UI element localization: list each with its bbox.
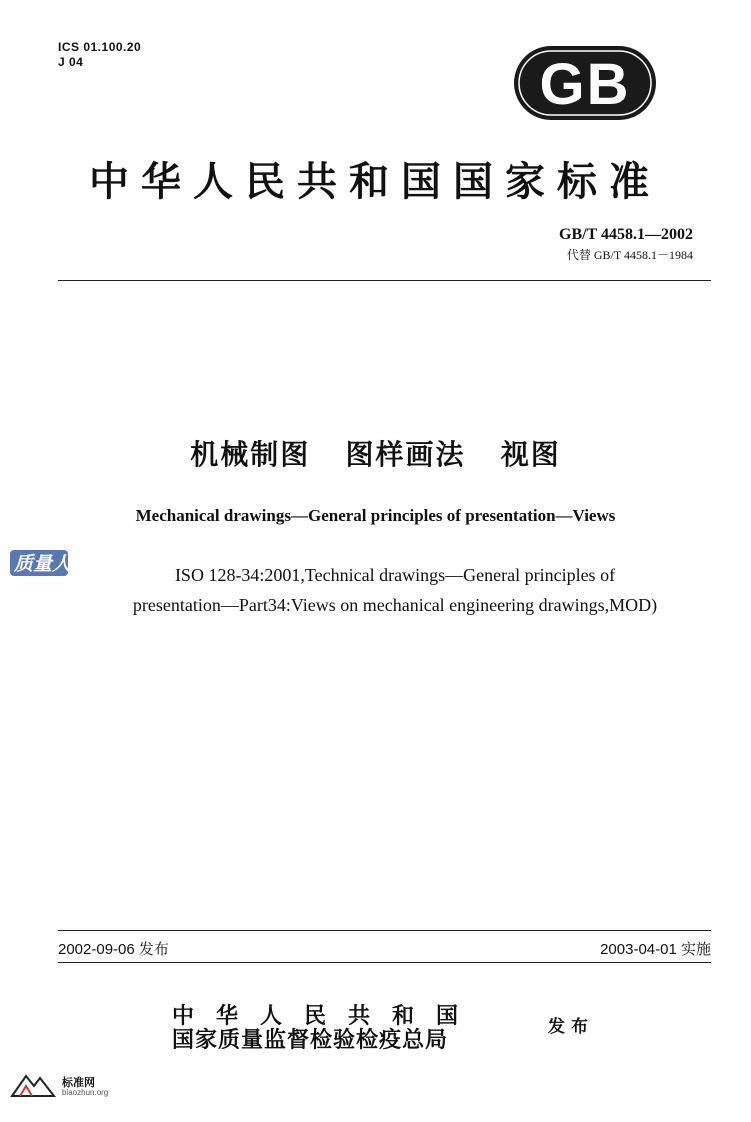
watermark-text: 质量人文档: [14, 553, 110, 575]
iso-equivalence-line-2: presentation—Part34:Views on mechanical engineering drawings,MOD): [132, 595, 658, 615]
iso-equivalence-note: [60, 560, 730, 620]
standard-number: GB/T 4458.1—2002: [559, 226, 693, 243]
implement-date: 2003-04-01 实施: [600, 941, 711, 958]
replaces-standard: 代替 GB/T 4458.1－1984: [566, 248, 693, 262]
header-divider: [58, 280, 711, 281]
footer-divider-top: [58, 930, 711, 931]
iso-equivalence-line-1: ISO 128-34:2001,Technical drawings—General principles of: [174, 565, 616, 585]
ics-code: ICS 01.100.20: [58, 40, 142, 54]
classification-codes: [58, 40, 141, 70]
standard-type-heading: 中华人民共和国国家标准: [89, 159, 661, 205]
footer-divider-bottom: [58, 962, 711, 963]
site-name: 标准网: [62, 1076, 95, 1089]
issue-label: 发布: [548, 1017, 594, 1037]
gb-logo: [512, 44, 658, 122]
document-title-english: Mechanical drawings—General principles of presentation—Views: [135, 506, 616, 525]
class-code: J 04: [58, 55, 84, 69]
gb-logo-text: GB: [539, 52, 631, 117]
document-title-chinese: 机械制图 图样画法 视图: [190, 438, 561, 471]
publish-date: 2002-09-06 发布: [58, 941, 169, 958]
site-url: biaozhun.org: [62, 1088, 109, 1097]
issuer-agency: 国家质量监督检验检疫总局: [172, 1028, 449, 1053]
watermark-logo: [10, 548, 150, 578]
issuer-country: 中华人民共和国: [172, 1004, 481, 1029]
